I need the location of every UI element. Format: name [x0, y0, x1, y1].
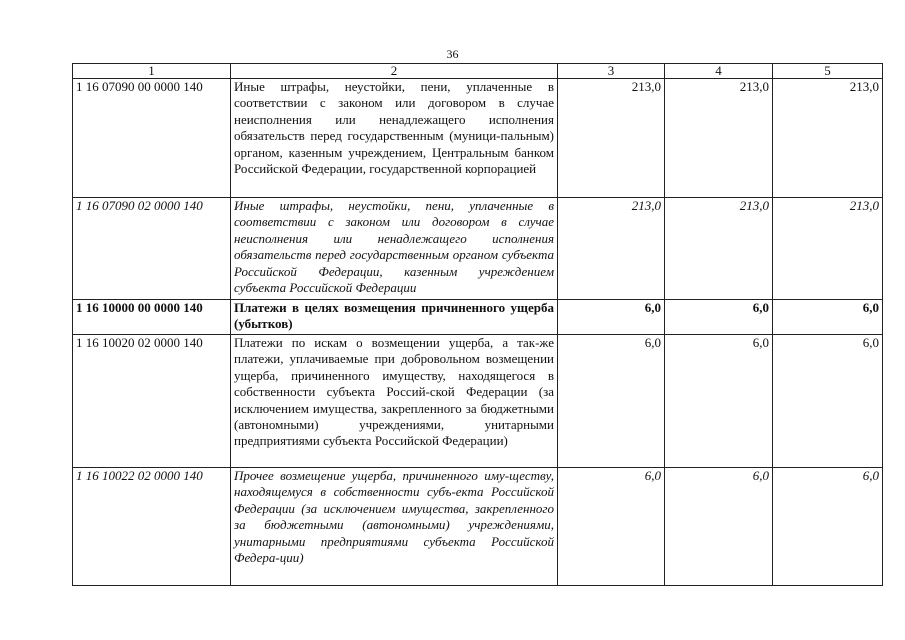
row-value-col3: 6,0	[558, 300, 665, 335]
row-value-col4: 213,0	[665, 198, 773, 300]
row-code: 1 16 10022 02 0000 140	[73, 468, 231, 586]
column-header-4: 4	[665, 64, 773, 79]
row-name: Иные штрафы, неустойки, пени, уплаченные в соответствии с законом или договором в случае неисполнения или ненадлежащего исполнения обязательств перед государственным органом субъекта Российской Федерации, казенным учреждением субъекта Российской Федерации	[231, 198, 558, 300]
row-code: 1 16 10020 02 0000 140	[73, 335, 231, 468]
row-name: Иные штрафы, неустойки, пени, уплаченные в соответствии с законом или договором в случае неисполнения или ненадлежащего исполнения обязательств перед государственным (муници-пальным) органом, казенным учреждением, Центральным банком Российской Федерации, государственной корпорацией	[231, 79, 558, 198]
header-row	[73, 64, 883, 79]
row-value-col4: 6,0	[665, 335, 773, 468]
row-name: Платежи по искам о возмещении ущерба, а так-же платежи, уплачиваемые при добровольном возмещении ущерба, причиненного имуществу, находящегося в собственности субъекта Россий-ской Федерации (за исключением имущества, закрепленного за бюджетными (автономными) учреждениями, унитарными предприятиями субъекта Российской Федерации)	[231, 335, 558, 468]
row-value-col4: 6,0	[665, 300, 773, 335]
row-value-col3: 213,0	[558, 198, 665, 300]
column-header-5: 5	[773, 64, 883, 79]
row-value-col3: 6,0	[558, 335, 665, 468]
column-header-3: 3	[558, 64, 665, 79]
row-value-col5: 213,0	[773, 79, 883, 198]
row-code: 1 16 07090 02 0000 140	[73, 198, 231, 300]
row-value-col5: 6,0	[773, 335, 883, 468]
row-value-col3: 213,0	[558, 79, 665, 198]
row-value-col5: 213,0	[773, 198, 883, 300]
table-row	[73, 79, 883, 198]
row-name: Прочее возмещение ущерба, причиненного иму-ществу, находящемуся в собственности субъ-екта Российской Федерации (за исключением имущества, закрепленного за бюджетными (автономными) учреждениями, унитарными предприятиями субъекта Российской Федера-ции)	[231, 468, 558, 586]
row-name: Платежи в целях возмещения причиненного ущерба (убытков)	[231, 300, 558, 335]
row-code: 1 16 07090 00 0000 140	[73, 79, 231, 198]
row-value-col4: 213,0	[665, 79, 773, 198]
column-header-1: 1	[73, 64, 231, 79]
row-value-col4: 6,0	[665, 468, 773, 586]
budget-table	[72, 63, 883, 586]
table-row	[73, 300, 883, 335]
row-value-col3: 6,0	[558, 468, 665, 586]
column-header-2: 2	[231, 64, 558, 79]
row-value-col5: 6,0	[773, 468, 883, 586]
row-code: 1 16 10000 00 0000 140	[73, 300, 231, 335]
table-row	[73, 468, 883, 586]
table-row	[73, 335, 883, 468]
row-value-col5: 6,0	[773, 300, 883, 335]
page-number: 36	[446, 47, 459, 61]
table-row	[73, 198, 883, 300]
